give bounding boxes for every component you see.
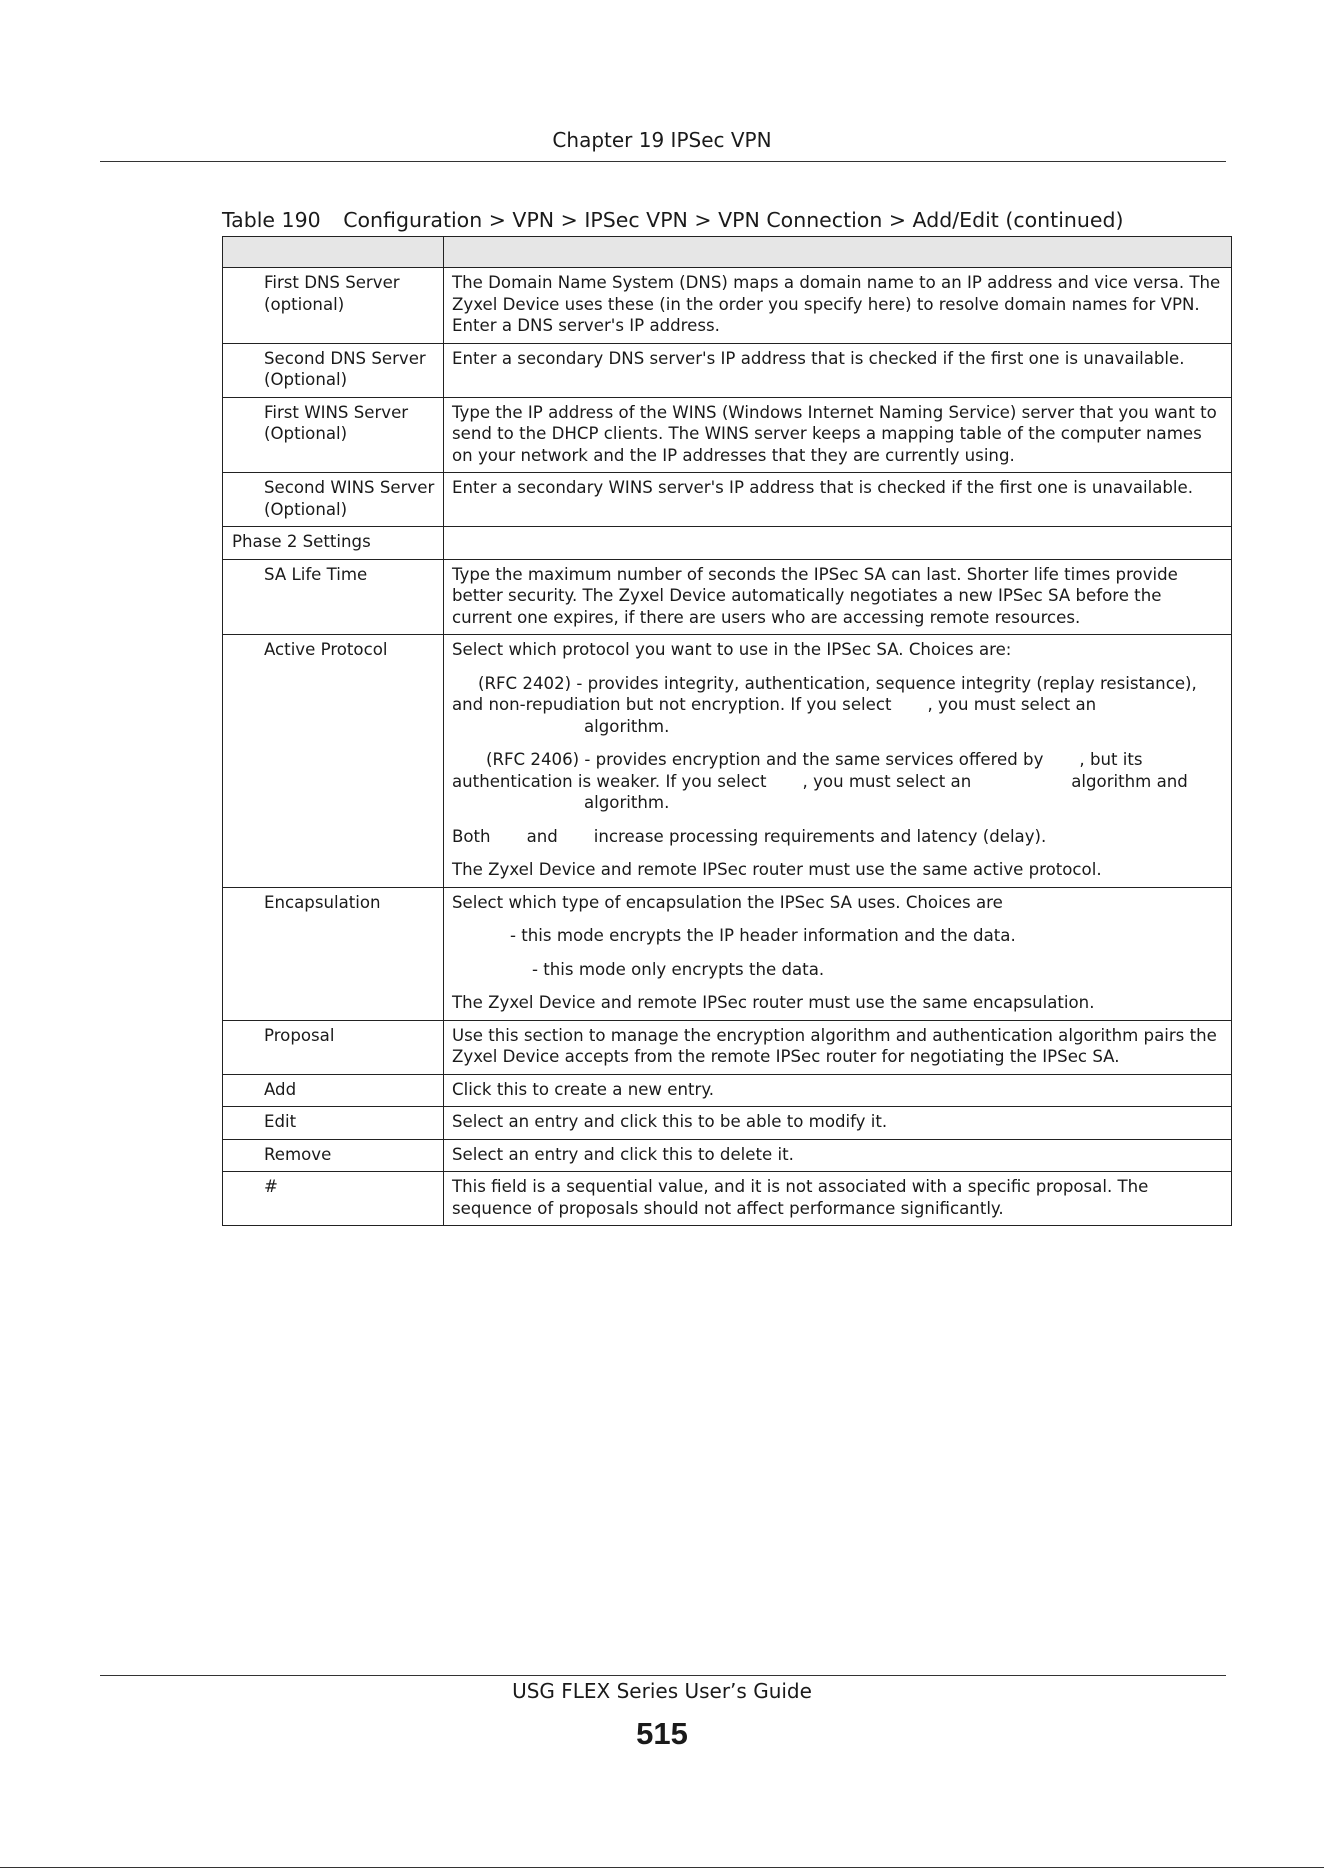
table-row (223, 1139, 1232, 1172)
table-row (223, 1172, 1232, 1226)
row-description: Click this to create a new entry. (444, 1074, 1232, 1107)
description-paragraph: - this mode encrypts the IP header information and the data. (510, 926, 1016, 945)
row-description: The Domain Name System (DNS) maps a domain name to an IP address and vice versa. The Zyxel Device uses these (in the order you specify here) to resolve domain names for VPN. Enter a DNS server's IP address. (444, 268, 1232, 344)
chapter-header: Chapter 19 IPSec VPN (552, 128, 772, 152)
row-label: First DNS Server (optional) (223, 268, 444, 344)
row-description (444, 635, 1232, 888)
row-description: Type the maximum number of seconds the IPSec SA can last. Shorter life times provide better security. The Zyxel Device automatically negotiates a new IPSec SA before the current one expires, if there are users who are accessing remote resources. (444, 559, 1232, 635)
bottom-edge-line (0, 1867, 1324, 1868)
description-paragraph: - this mode only encrypts the data. (532, 959, 825, 979)
table-caption (222, 208, 1124, 232)
row-label: Second DNS Server (Optional) (223, 343, 444, 397)
row-label: Second WINS Server (Optional) (223, 473, 444, 527)
guide-title: USG FLEX Series User’s Guide (512, 1679, 812, 1703)
description-paragraph: (RFC 2402) - provides integrity, authentication, sequence integrity (replay resistance), and non-repudiation but not encryption. If you select , you must select an algorithm. (452, 673, 1197, 736)
footer-divider (100, 1675, 1226, 1676)
table-header-row (223, 237, 1232, 268)
row-description: Select an entry and click this to delete it. (444, 1139, 1232, 1172)
row-label: # (223, 1172, 444, 1226)
description-paragraph: Both and increase processing requirements and latency (delay). (452, 826, 1047, 846)
row-description: Enter a secondary WINS server's IP address that is checked if the first one is unavailable. (444, 473, 1232, 527)
row-label: SA Life Time (223, 559, 444, 635)
row-description: Enter a secondary DNS server's IP address that is checked if the first one is unavailable. (444, 343, 1232, 397)
table-row (223, 559, 1232, 635)
row-label: Proposal (223, 1020, 444, 1074)
table-row (223, 473, 1232, 527)
table-row (223, 1107, 1232, 1140)
row-description (444, 887, 1232, 1020)
row-description: Select an entry and click this to be able to modify it. (444, 1107, 1232, 1140)
section-label: Phase 2 Settings (223, 527, 444, 560)
table-caption-title: Configuration > VPN > IPSec VPN > VPN Connection > Add/Edit (continued) (343, 208, 1124, 232)
row-label: Encapsulation (223, 887, 444, 1020)
row-label: Add (223, 1074, 444, 1107)
header-cell-description (444, 237, 1232, 268)
header-cell-label (223, 237, 444, 268)
description-paragraph: (RFC 2406) - provides encryption and the same services offered by , but its authentication is weaker. If you select , you must select an algorithm and algorithm. (452, 750, 1188, 812)
description-paragraph: Select which type of encapsulation the IPSec SA uses. Choices are (452, 892, 1003, 912)
row-label: First WINS Server (Optional) (223, 397, 444, 473)
table-row (223, 268, 1232, 344)
row-label: Edit (223, 1107, 444, 1140)
description-paragraph: The Zyxel Device and remote IPSec router must use the same active protocol. (452, 860, 1102, 879)
table-row (223, 635, 1232, 888)
table-row (223, 343, 1232, 397)
row-label: Remove (223, 1139, 444, 1172)
table-row (223, 1020, 1232, 1074)
page-number: 515 (636, 1716, 688, 1751)
row-description: Type the IP address of the WINS (Windows Internet Naming Service) server that you want to send to the DHCP clients. The WINS server keeps a mapping table of the computer names on your network and the IP addresses that they are currently using. (444, 397, 1232, 473)
table-row (223, 397, 1232, 473)
description-paragraph: The Zyxel Device and remote IPSec router must use the same encapsulation. (452, 993, 1095, 1012)
table-row (223, 1074, 1232, 1107)
field-description-table (222, 236, 1232, 1226)
row-description: Use this section to manage the encryption algorithm and authentication algorithm pairs the Zyxel Device accepts from the remote IPSec router for negotiating the IPSec SA. (444, 1020, 1232, 1074)
table-row (223, 887, 1232, 1020)
description-paragraph: Select which protocol you want to use in the IPSec SA. Choices are: (452, 640, 1012, 659)
section-row (223, 527, 1232, 560)
table-caption-number: Table 190 (222, 208, 321, 232)
row-label: Active Protocol (223, 635, 444, 888)
header-divider (100, 161, 1226, 162)
row-description (444, 527, 1232, 560)
row-description: This field is a sequential value, and it is not associated with a specific proposal. The sequence of proposals should not affect performance significantly. (444, 1172, 1232, 1226)
